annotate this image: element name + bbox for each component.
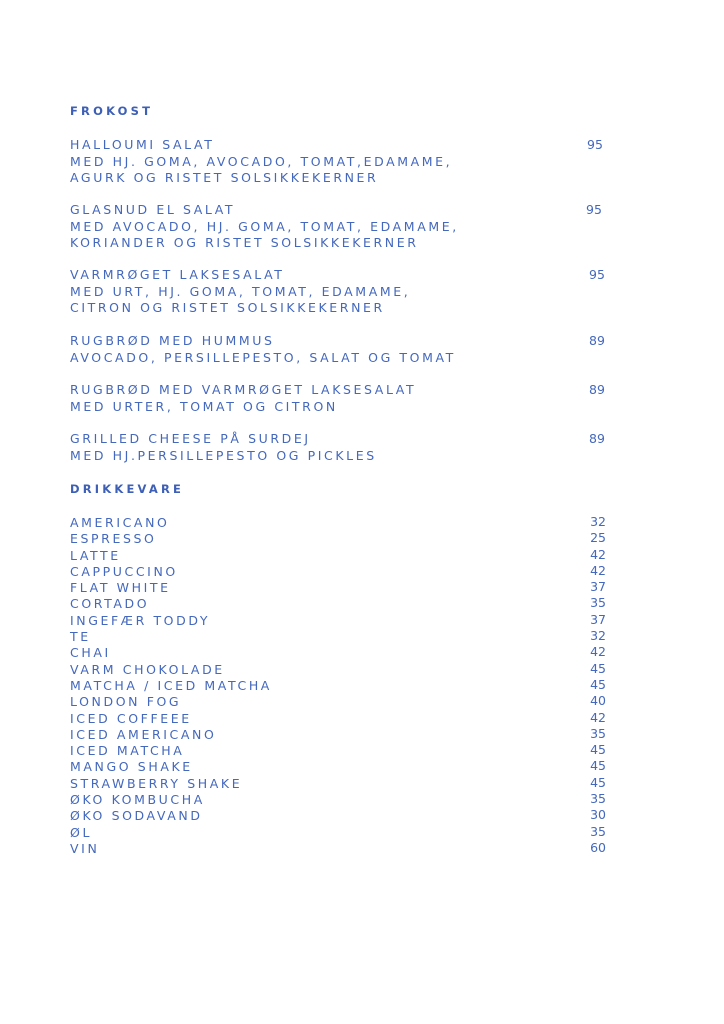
menu-item <box>70 267 610 317</box>
menu-page <box>70 0 610 1024</box>
menu-item-price: 95 <box>589 267 605 282</box>
drink-name: INGEFÆR TODDY <box>70 612 211 628</box>
drink-row <box>70 612 610 628</box>
drink-row <box>70 530 610 546</box>
section-title-frokost: FROKOST <box>70 104 154 118</box>
menu-item-price: 89 <box>589 431 605 446</box>
drink-price: 32 <box>590 514 606 529</box>
drink-price: 35 <box>590 823 606 839</box>
drink-row <box>70 742 610 758</box>
drink-name: CORTADO <box>70 596 150 612</box>
drink-row <box>70 726 610 742</box>
menu-item <box>70 431 610 464</box>
drink-row <box>70 775 610 791</box>
drink-price: 40 <box>590 693 606 709</box>
drink-name: TE <box>70 629 91 645</box>
drink-name: ICED AMERICANO <box>70 726 217 742</box>
drink-price: 42 <box>590 562 606 578</box>
drink-row <box>70 807 610 823</box>
drinks-list <box>70 514 610 856</box>
drink-name: VARM CHOKOLADE <box>70 661 225 677</box>
drink-row <box>70 563 610 579</box>
menu-item-name: GLASNUD EL SALAT <box>70 202 236 217</box>
menu-item-name: RUGBRØD MED VARMRØGET LAKSESALAT <box>70 382 417 397</box>
drink-name: STRAWBERRY SHAKE <box>70 775 243 791</box>
menu-item <box>70 137 610 187</box>
drink-row <box>70 758 610 774</box>
drink-row <box>70 677 610 693</box>
drink-name: VIN <box>70 840 100 856</box>
drink-name: FLAT WHITE <box>70 580 171 596</box>
menu-item-name: RUGBRØD MED HUMMUS <box>70 333 275 348</box>
drink-price: 45 <box>590 774 606 790</box>
menu-item-price: 95 <box>586 202 602 217</box>
drink-price: 42 <box>590 709 606 725</box>
menu-item-description: MED HJ. GOMA, AVOCADO, TOMAT,EDAMAME, <box>70 153 453 169</box>
drink-row <box>70 547 610 563</box>
drink-row <box>70 791 610 807</box>
drink-name: ICED MATCHA <box>70 743 185 759</box>
menu-item-description: MED HJ.PERSILLEPESTO OG PICKLES <box>70 447 377 463</box>
drink-name: ESPRESSO <box>70 531 157 547</box>
drink-price: 37 <box>590 611 606 627</box>
drink-name: CHAI <box>70 645 111 661</box>
menu-item-description: KORIANDER OG RISTET SOLSIKKEKERNER <box>70 235 419 250</box>
menu-item-name: HALLOUMI SALAT <box>70 137 215 152</box>
menu-item <box>70 333 610 366</box>
drink-price: 42 <box>590 644 606 660</box>
menu-item-price: 89 <box>589 333 605 348</box>
drink-row <box>70 595 610 611</box>
drink-name: LATTE <box>70 547 121 563</box>
drink-name: MATCHA / ICED MATCHA <box>70 677 272 693</box>
section-title-drikkevare: DRIKKEVARE <box>70 482 185 496</box>
drink-price: 45 <box>590 676 606 692</box>
drink-price: 30 <box>590 807 606 823</box>
drink-price: 45 <box>590 758 606 774</box>
drink-price: 35 <box>590 725 606 741</box>
drink-row <box>70 661 610 677</box>
menu-item-description: AVOCADO, PERSILLEPESTO, SALAT OG TOMAT <box>70 349 456 365</box>
menu-item-description: MED URT, HJ. GOMA, TOMAT, EDAMAME, <box>70 283 411 299</box>
drink-price: 35 <box>590 791 606 807</box>
drink-name: ØKO KOMBUCHA <box>70 792 205 808</box>
menu-item-price: 95 <box>587 137 603 152</box>
drink-price: 60 <box>590 839 606 855</box>
drink-name: MANGO SHAKE <box>70 759 193 775</box>
menu-item-name: VARMRØGET LAKSESALAT <box>70 267 285 282</box>
menu-item <box>70 382 610 415</box>
drink-name: CAPPUCCINO <box>70 563 178 579</box>
menu-item <box>70 202 610 252</box>
menu-item-description: AGURK OG RISTET SOLSIKKEKERNER <box>70 170 379 185</box>
drink-price: 45 <box>590 660 606 676</box>
drink-name: ICED COFFEEE <box>70 710 192 726</box>
drink-price: 25 <box>590 530 606 546</box>
drink-row <box>70 628 610 644</box>
drink-name: LONDON FOG <box>70 694 182 710</box>
drink-row <box>70 644 610 660</box>
drink-price: 35 <box>590 595 606 611</box>
drink-name: ØL <box>70 824 93 840</box>
drink-price: 45 <box>590 742 606 758</box>
drink-price: 37 <box>590 579 606 595</box>
drink-row <box>70 710 610 726</box>
drink-row <box>70 514 610 530</box>
drink-row <box>70 579 610 595</box>
menu-item-price: 89 <box>589 382 605 397</box>
drink-row <box>70 840 610 856</box>
drink-price: 32 <box>590 628 606 644</box>
drink-name: ØKO SODAVAND <box>70 808 203 824</box>
drink-name: AMERICANO <box>70 515 170 530</box>
menu-item-description: CITRON OG RISTET SOLSIKKEKERNER <box>70 300 385 315</box>
drink-row <box>70 824 610 840</box>
drink-row <box>70 693 610 709</box>
menu-item-description: MED URTER, TOMAT OG CITRON <box>70 398 338 414</box>
drink-price: 42 <box>590 546 606 562</box>
menu-item-name: GRILLED CHEESE PÅ SURDEJ <box>70 431 311 446</box>
menu-item-description: MED AVOCADO, HJ. GOMA, TOMAT, EDAMAME, <box>70 218 459 234</box>
